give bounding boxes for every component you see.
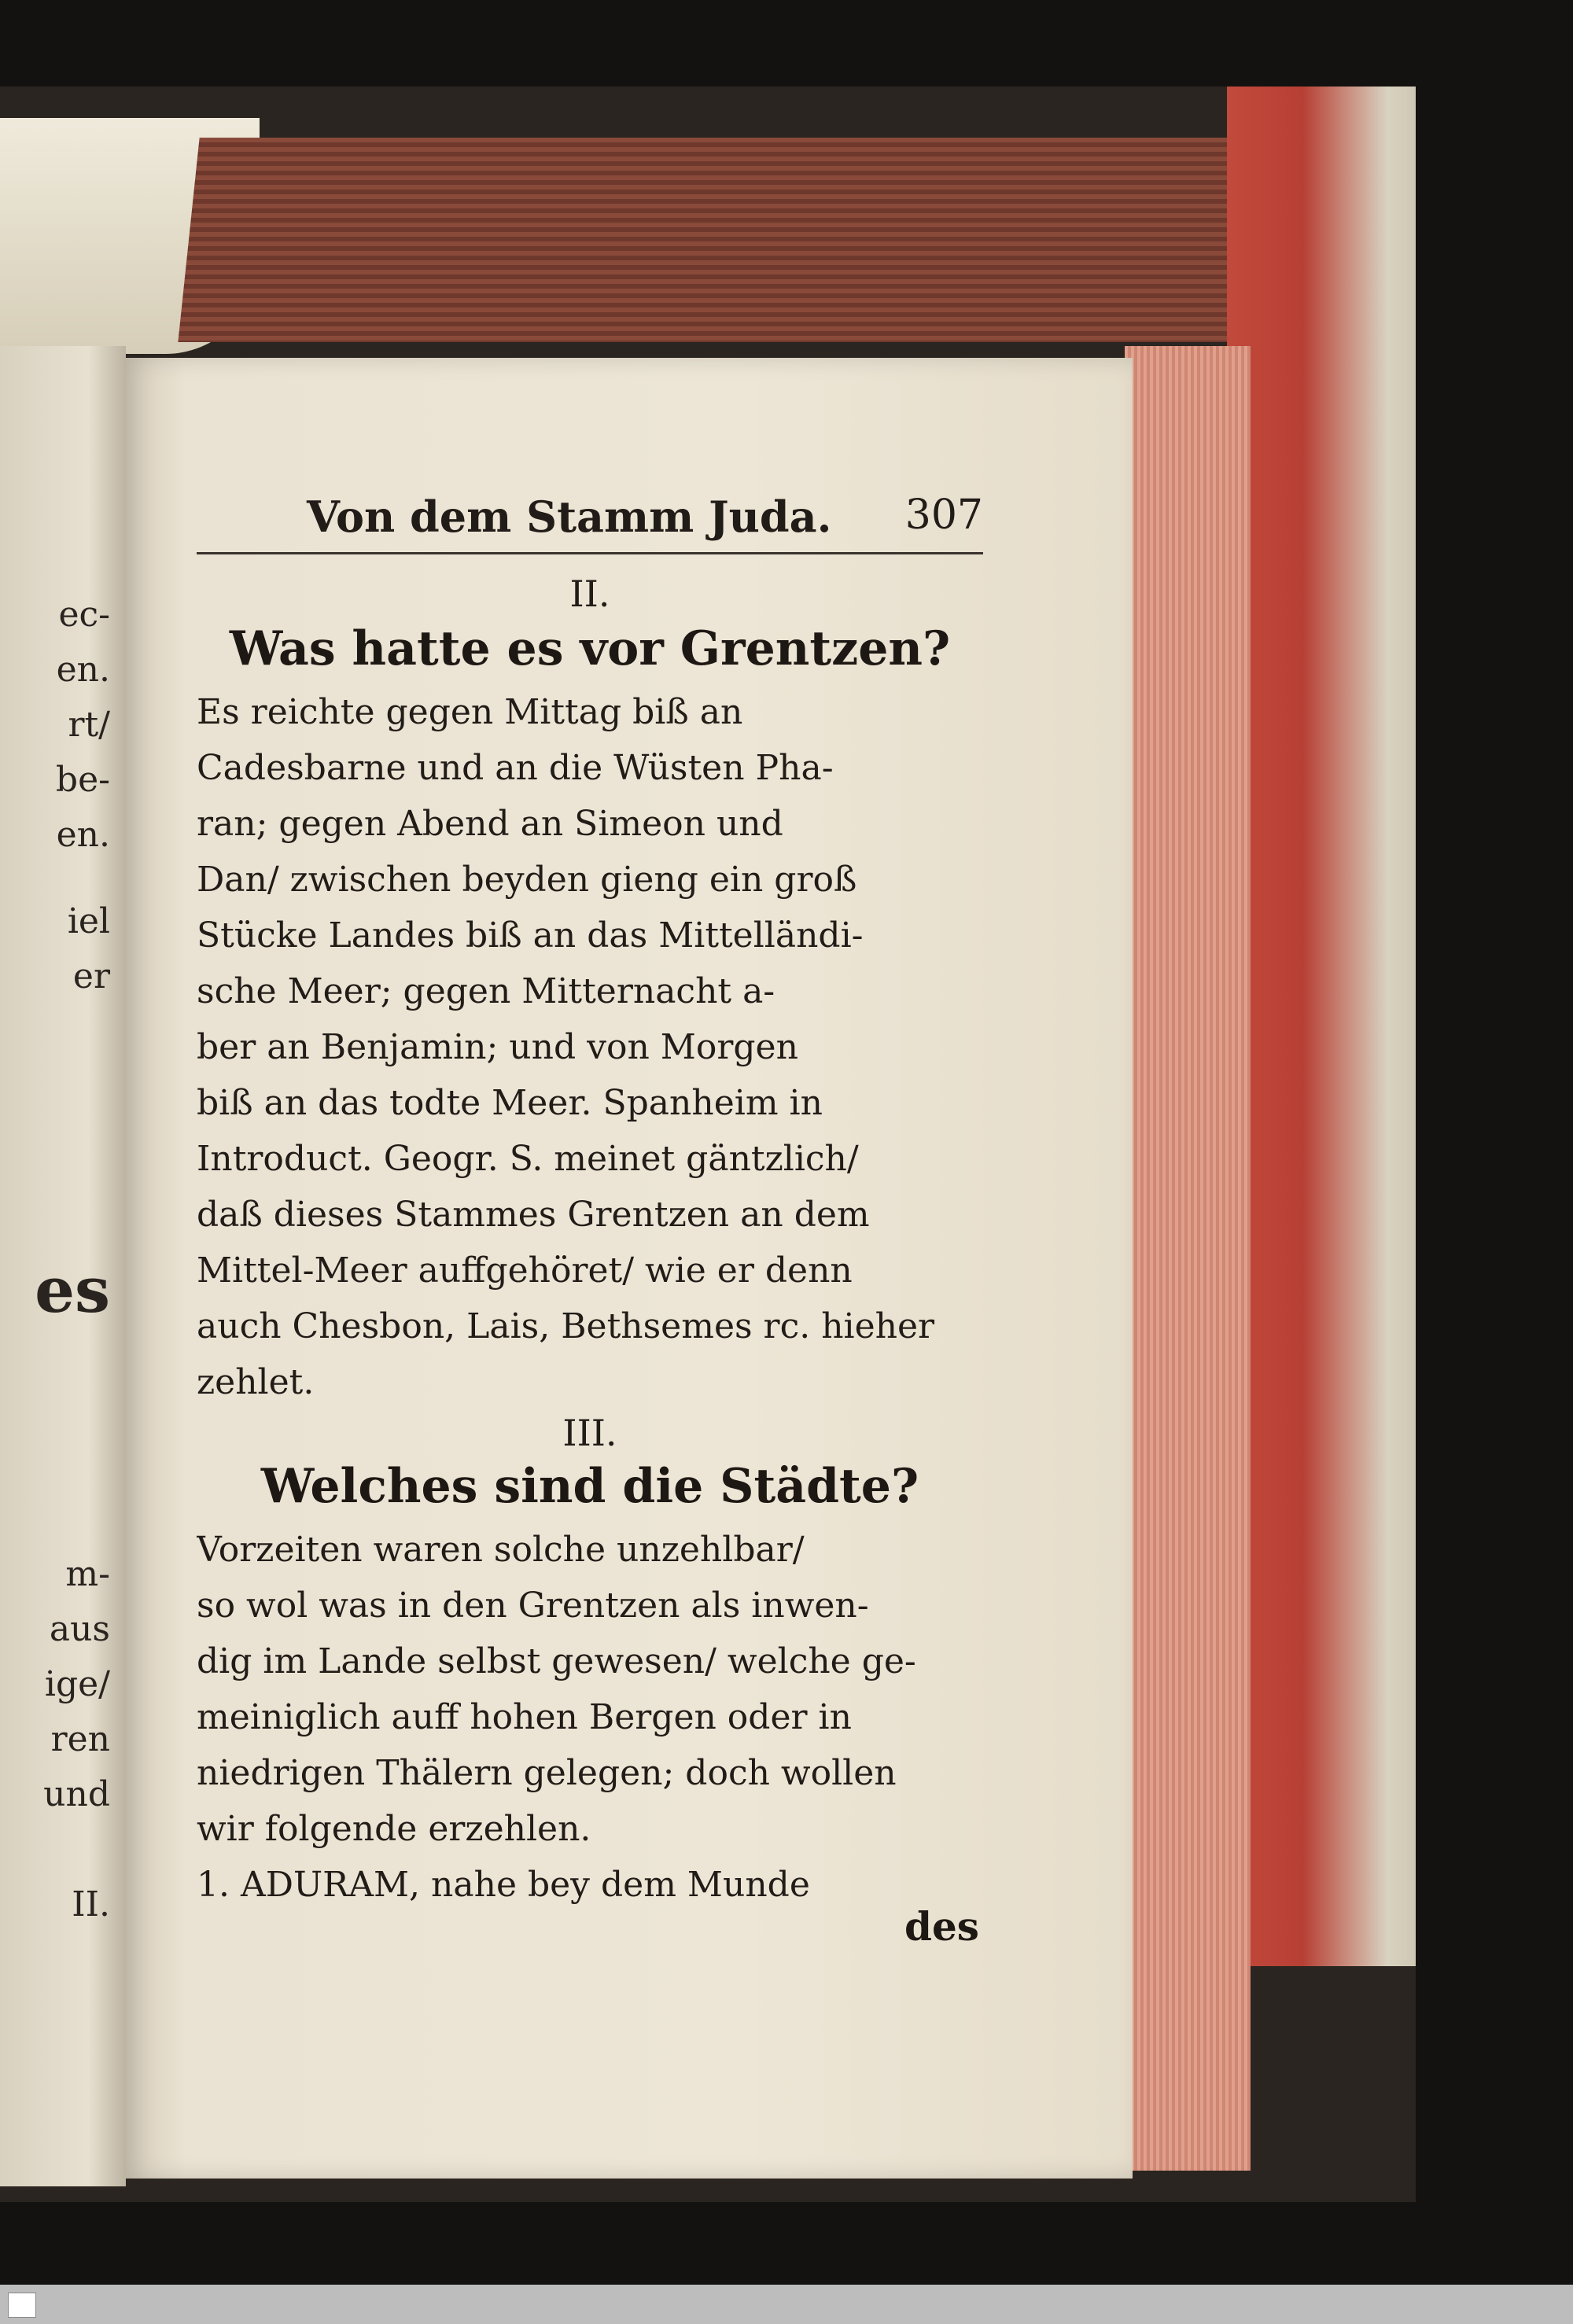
left-page-fragment: iel [67,901,110,941]
section-heading: Welches sind die Städte? [260,1459,919,1514]
text-line: niedrigen Thälern gelegen; doch wollen [197,1753,897,1793]
text-line: 1. ADURAM, nahe bey dem Munde [197,1865,810,1905]
text-line: Cadesbarne und an die Wüsten Pha- [197,748,834,788]
left-page-fragment: ige/ [44,1664,110,1704]
book-cover [1227,87,1416,1966]
running-header [197,492,983,542]
left-page-fragment: es [35,1253,110,1327]
section-heading: Was hatte es vor Grentzen? [229,621,951,676]
header-title: Von dem Stamm Juda. [307,492,832,542]
page-number: 307 [904,492,983,539]
text-line: auch Chesbon, Lais, Bethsemes rc. hieher [197,1306,935,1346]
catchword: des [904,1903,979,1950]
library-logo-icon [8,2293,36,2318]
text-line: zehlet. [197,1362,315,1402]
left-page-fragment: er [72,956,110,996]
text-line: so wol was in den Grentzen als inwen- [197,1586,869,1626]
left-page-fragment: en. [56,815,110,855]
text-line: Stücke Landes biß an das Mittelländi- [197,915,864,956]
text-line: Es reichte gegen Mittag biß an [197,692,743,732]
left-page-fragment: aus [49,1609,110,1649]
section-text [197,1522,983,1913]
section-text [197,684,983,1410]
header-rule [197,552,983,554]
text-line: wir folgende erzehlen. [197,1809,591,1849]
text-line: meiniglich auff hohen Bergen oder in [197,1697,852,1737]
viewer-footer-bar [0,2285,1573,2324]
text-line: Mittel-Meer auffgehöret/ wie er denn [197,1250,853,1291]
text-line: ran; gegen Abend an Simeon und [197,804,783,844]
text-line: Vorzeiten waren solche unzehlbar/ [197,1530,805,1570]
left-page-fragment: und [43,1774,110,1814]
text-line: sche Meer; gegen Mitternacht a- [197,971,775,1011]
left-page-fragment: m- [65,1554,110,1594]
section-numeral: III. [562,1412,617,1454]
page-fore-edge [1125,346,1251,2171]
section-numeral: II. [569,573,610,615]
left-page-fragment: II. [72,1884,110,1924]
page-block-top-edge [178,138,1300,342]
left-page-fragment: ren [50,1719,110,1759]
text-line: Introduct. Geogr. S. meinet gäntzlich/ [197,1139,859,1179]
text-line: biß an das todte Meer. Spanheim in [197,1083,823,1123]
text-line: Dan/ zwischen beyden gieng ein groß [197,860,857,900]
left-page-fragment: be- [55,760,110,800]
left-page-fragment: ec- [58,595,110,635]
left-page-fragment: en. [56,650,110,690]
text-line: daß dieses Stammes Grentzen an dem [197,1195,870,1235]
text-line: dig im Lande selbst gewesen/ welche ge- [197,1641,916,1681]
text-line: ber an Benjamin; und von Morgen [197,1027,798,1067]
left-page-fragment: rt/ [68,705,110,745]
